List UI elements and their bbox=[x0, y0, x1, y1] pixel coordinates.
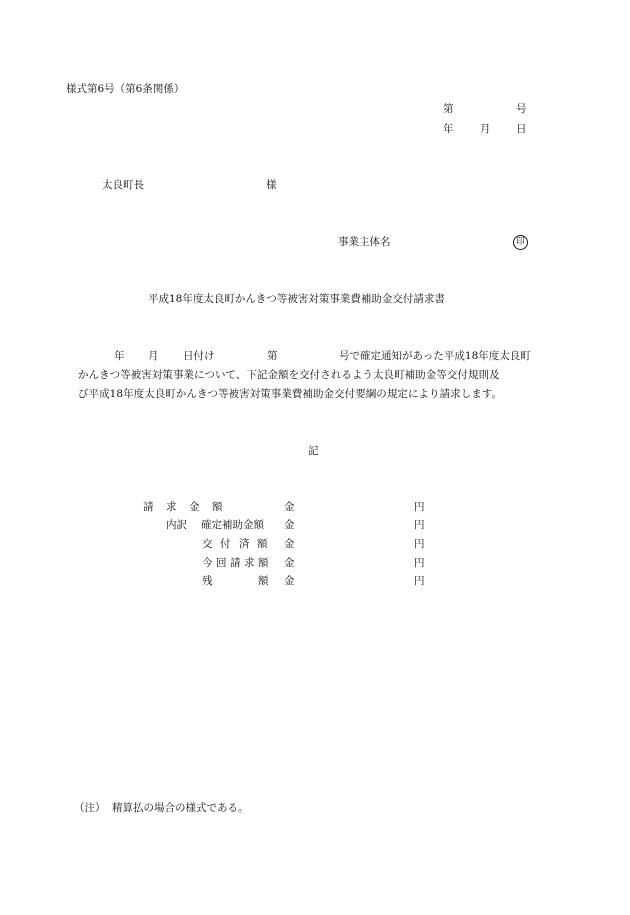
body-tsuki: 月 bbox=[148, 350, 159, 362]
confirmed-kin: 金 bbox=[284, 519, 295, 531]
current-char-5: 額 bbox=[258, 557, 269, 569]
current-char-3: 請 bbox=[230, 557, 241, 569]
paid-char-1: 交 bbox=[202, 538, 213, 550]
body-dai: 第 bbox=[267, 350, 278, 362]
addressee-honorific: 様 bbox=[266, 179, 277, 191]
remaining-yen: 円 bbox=[414, 575, 425, 587]
remaining-kin: 金 bbox=[284, 575, 295, 587]
note-text: 精算払の場合の様式である。 bbox=[112, 802, 249, 814]
paid-kin: 金 bbox=[284, 538, 295, 550]
paid-char-2: 付 bbox=[220, 538, 231, 550]
form-label: 様式第6号（第6条関係） bbox=[66, 83, 185, 95]
claim-yen: 円 bbox=[414, 501, 425, 513]
paid-yen: 円 bbox=[414, 538, 425, 550]
confirmed-yen: 円 bbox=[414, 519, 425, 531]
number-dai: 第 bbox=[443, 103, 454, 115]
note-label: （注） bbox=[74, 802, 106, 814]
claim-kin: 金 bbox=[284, 501, 295, 513]
claim-char-3: 金 bbox=[189, 501, 200, 513]
number-go: 号 bbox=[516, 103, 527, 115]
body-line2: かんきつ等被害対策事業について、下記金額を交付されるよう太良町補助金等交付規則及 bbox=[78, 369, 500, 381]
document-title: 平成18年度太良町かんきつ等被害対策事業費補助金交付請求書 bbox=[148, 293, 445, 305]
paid-char-4: 額 bbox=[257, 538, 268, 550]
body-hizuke: 日付け bbox=[183, 350, 215, 362]
date-nen: 年 bbox=[443, 123, 454, 135]
current-char-2: 回 bbox=[216, 557, 227, 569]
confirmed-label: 確定補助金額 bbox=[201, 519, 264, 531]
body-nen: 年 bbox=[114, 350, 125, 362]
applicant-label: 事業主体名 bbox=[338, 236, 391, 248]
current-kin: 金 bbox=[284, 557, 295, 569]
paid-char-3: 済 bbox=[239, 538, 250, 550]
current-char-1: 今 bbox=[202, 557, 213, 569]
remaining-char-2: 額 bbox=[258, 575, 269, 587]
current-char-4: 求 bbox=[244, 557, 255, 569]
claim-char-2: 求 bbox=[166, 501, 177, 513]
claim-char-4: 額 bbox=[212, 501, 223, 513]
claim-char-1: 請 bbox=[143, 501, 154, 513]
addressee-name: 太良町長 bbox=[102, 179, 144, 191]
remaining-char-1: 残 bbox=[202, 575, 213, 587]
current-yen: 円 bbox=[414, 557, 425, 569]
seal-icon: 印 bbox=[513, 235, 528, 250]
body-line3: び平成18年度太良町かんきつ等被害対策事業費補助金交付要綱の規定により請求します。 bbox=[78, 388, 503, 400]
ki-heading: 記 bbox=[308, 445, 319, 457]
breakdown-label: 内訳 bbox=[166, 519, 187, 531]
date-tsuki: 月 bbox=[480, 123, 491, 135]
body-line1-rest: 号で確定通知があった平成18年度太良町 bbox=[339, 350, 531, 362]
date-hi: 日 bbox=[516, 123, 527, 135]
